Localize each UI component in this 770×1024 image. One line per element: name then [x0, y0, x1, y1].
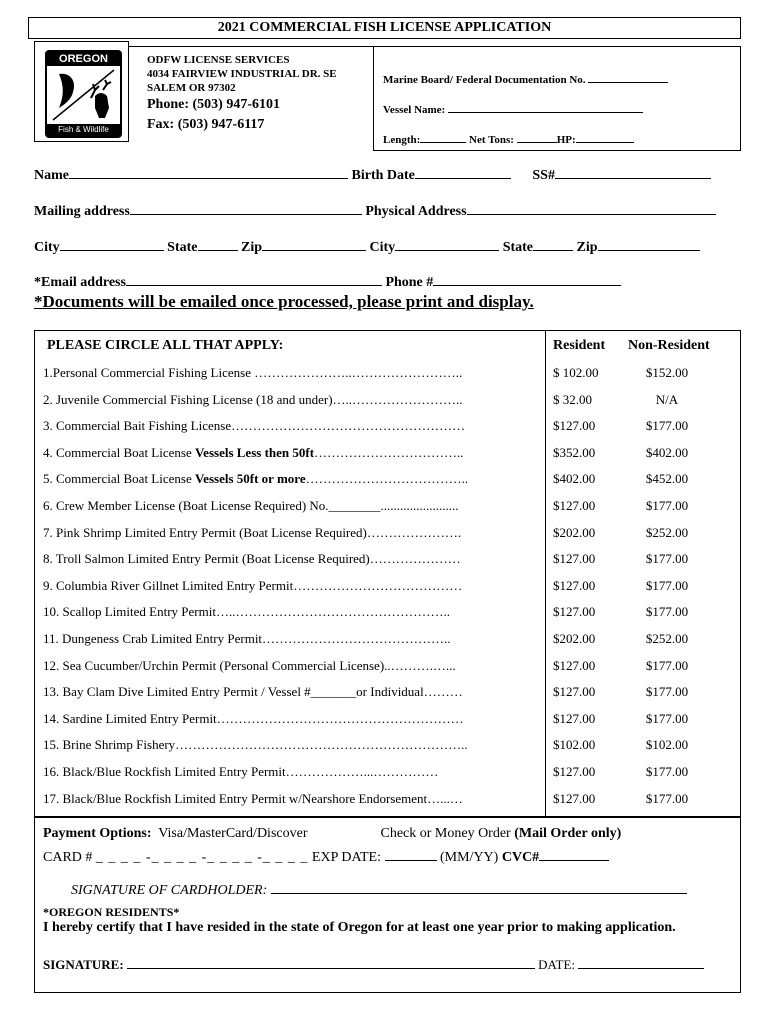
- resident-fee: $202.00: [553, 524, 596, 540]
- license-row[interactable]: [35, 711, 742, 731]
- resident-fee: $127.00: [553, 418, 596, 434]
- license-row[interactable]: [35, 392, 742, 412]
- email-notice: *Documents will be emailed once processed, please print and display.: [34, 292, 534, 311]
- license-description: 10. Scallop Limited Entry Permit…..…………………………………………..: [43, 604, 450, 620]
- nonresident-fee: $177.00: [645, 684, 689, 700]
- city-row: [34, 238, 700, 256]
- license-row[interactable]: [35, 578, 742, 598]
- license-description: 16. Black/Blue Rockfish Limited Entry Permit………………...……………: [43, 764, 439, 779]
- license-description: 7. Pink Shrimp Limited Entry Permit (Boat License Required)………………….: [43, 524, 462, 540]
- license-row[interactable]: [35, 365, 742, 385]
- license-description: 4. Commercial Boat License Vessels Less then 50ft……………………………..: [43, 444, 464, 460]
- license-description: 11. Dungeness Crab Limited Entry Permit……………………………………..: [43, 631, 451, 646]
- vessel-box: [373, 46, 741, 151]
- license-row[interactable]: [35, 791, 742, 811]
- resident-fee: $402.00: [553, 471, 596, 487]
- cardholder-signature-row: SIGNATURE OF CARDHOLDER:: [71, 881, 687, 899]
- resident-fee: $127.00: [553, 710, 596, 726]
- license-row[interactable]: [35, 658, 742, 678]
- signature-field[interactable]: [127, 956, 535, 969]
- name-field[interactable]: Name: [34, 168, 348, 183]
- card-number-field[interactable]: _ _ _ _ -_ _ _ _ -_ _ _ _ -_ _ _ _: [95, 850, 309, 865]
- exp-date-field[interactable]: [385, 848, 437, 861]
- email-field[interactable]: *Email address: [34, 275, 382, 290]
- ss-field[interactable]: SS#: [532, 168, 711, 183]
- license-description: 12. Sea Cucumber/Urchin Permit (Personal Commercial License)..……….…...: [43, 657, 456, 673]
- office-city: SALEM OR 97302: [147, 82, 236, 94]
- nonresident-fee: $402.00: [645, 444, 689, 460]
- resident-fee: $ 102.00: [553, 365, 599, 380]
- office-name: ODFW LICENSE SERVICES: [147, 54, 290, 66]
- office-fax: Fax: (503) 947-6117: [147, 117, 265, 132]
- check-option: Check or Money Order: [380, 826, 511, 841]
- physical-address-field[interactable]: Physical Address: [365, 204, 715, 219]
- payment-options-row: Payment Options: Visa/MasterCard/Discover Check or Money Order (Mail Order only): [43, 826, 622, 841]
- nonresident-header: Non-Resident: [628, 338, 710, 353]
- nonresident-fee: $152.00: [645, 365, 689, 380]
- nonresident-fee: $177.00: [645, 657, 689, 673]
- license-row[interactable]: [35, 604, 742, 624]
- office-street: 4034 FAIRVIEW INDUSTRIAL DR. SE: [147, 68, 337, 80]
- resident-fee: $127.00: [553, 657, 596, 673]
- table-heading: PLEASE CIRCLE ALL THAT APPLY:: [47, 338, 284, 353]
- license-description: 8. Troll Salmon Limited Entry Permit (Boat License Required)…………………: [43, 551, 461, 567]
- license-description: 14. Sardine Limited Entry Permit…………………………………………………: [43, 710, 464, 726]
- mailing-state-field[interactable]: State: [167, 240, 237, 255]
- contact-row: [34, 273, 621, 291]
- resident-fee: $127.00: [553, 551, 596, 567]
- physical-city-field[interactable]: City: [370, 240, 500, 255]
- birth-date-field[interactable]: Birth Date: [352, 168, 511, 183]
- office-address-box: [128, 46, 373, 140]
- nonresident-fee: $177.00: [645, 790, 689, 806]
- nonresident-fee: $177.00: [645, 604, 689, 620]
- license-description: 17. Black/Blue Rockfish Limited Entry Permit w/Nearshore Endorsement…...…: [43, 790, 463, 806]
- nonresident-fee: $252.00: [645, 631, 689, 646]
- physical-state-field[interactable]: State: [503, 240, 573, 255]
- resident-fee: $127.00: [553, 577, 596, 593]
- nonresident-fee: $177.00: [645, 710, 689, 726]
- nonresident-fee: $177.00: [645, 418, 689, 434]
- license-row[interactable]: [35, 525, 742, 545]
- license-row[interactable]: [35, 445, 742, 465]
- license-description: 3. Commercial Bait Fishing License………………………………………………: [43, 418, 466, 434]
- oregon-residents-label: *OREGON RESIDENTS*: [43, 905, 180, 919]
- vessel-doc-field[interactable]: Marine Board/ Federal Documentation No.: [383, 70, 668, 86]
- physical-zip-field[interactable]: Zip: [577, 240, 700, 255]
- card-types: Visa/MasterCard/Discover: [158, 826, 308, 841]
- odfw-logo: [45, 50, 122, 138]
- resident-fee: $ 32.00: [553, 391, 592, 407]
- nonresident-fee: $452.00: [645, 471, 689, 487]
- logo-fw-text: Fish & Wildlife: [47, 124, 120, 136]
- logo-oregon-text: OREGON: [47, 52, 120, 66]
- residency-certification: I hereby certify that I have resided in the state of Oregon for at least one year prior to making application.: [43, 920, 676, 935]
- resident-fee: $127.00: [553, 684, 596, 700]
- date-field[interactable]: [578, 956, 704, 969]
- nonresident-fee: $177.00: [645, 577, 689, 593]
- cvc-field[interactable]: [539, 848, 609, 861]
- phone-field[interactable]: Phone #: [385, 275, 621, 290]
- resident-header: Resident: [553, 338, 606, 353]
- license-row[interactable]: [35, 764, 742, 784]
- resident-fee: $127.00: [553, 790, 596, 806]
- address-row: [34, 202, 716, 220]
- license-row[interactable]: [35, 684, 742, 704]
- logo-box: [34, 41, 129, 142]
- mailing-address-field[interactable]: Mailing address: [34, 204, 362, 219]
- license-description: 15. Brine Shrimp Fishery…………………………………………………………..: [43, 737, 468, 753]
- license-description: 9. Columbia River Gillnet Limited Entry Permit…………………………………: [43, 577, 463, 593]
- resident-fee: $127.00: [553, 498, 596, 513]
- mail-order-note: (Mail Order only): [514, 826, 622, 841]
- card-row: CARD # _ _ _ _ -_ _ _ _ -_ _ _ _ -_ _ _ _ EXP DATE: (MM/YY) CVC#: [43, 848, 609, 866]
- license-description: 2. Juvenile Commercial Fishing License (18 and under)…..……………………..: [43, 391, 463, 407]
- name-row: [34, 166, 711, 184]
- resident-fee: $102.00: [553, 737, 596, 753]
- resident-fee: $352.00: [553, 444, 596, 460]
- license-row[interactable]: [35, 551, 742, 571]
- cardholder-signature-field[interactable]: [271, 881, 687, 894]
- mailing-zip-field[interactable]: Zip: [241, 240, 366, 255]
- license-row[interactable]: [35, 418, 742, 438]
- vessel-specs-field[interactable]: Length: Net Tons: HP:: [383, 130, 634, 146]
- license-description: 1.Personal Commercial Fishing License …………………..……………………..: [43, 365, 463, 380]
- nonresident-fee: N/A: [655, 391, 679, 407]
- office-phone: Phone: (503) 947-6101: [147, 97, 280, 112]
- license-row[interactable]: [35, 498, 742, 518]
- nonresident-fee: $177.00: [645, 551, 689, 567]
- license-row[interactable]: [35, 631, 742, 651]
- form-title: 2021 COMMERCIAL FISH LICENSE APPLICATION: [28, 17, 741, 39]
- vessel-name-field[interactable]: Vessel Name:: [383, 100, 643, 116]
- resident-fee: $127.00: [553, 764, 596, 779]
- license-row[interactable]: [35, 471, 742, 491]
- nonresident-fee: $177.00: [645, 764, 689, 779]
- license-description: 5. Commercial Boat License Vessels 50ft or more………………………………..: [43, 471, 469, 487]
- resident-fee: $202.00: [553, 631, 596, 646]
- nonresident-fee: $252.00: [645, 524, 689, 540]
- license-description: 13. Bay Clam Dive Limited Entry Permit / Vessel #_______or Individual………: [43, 684, 463, 700]
- payment-box: [34, 817, 741, 993]
- nonresident-fee: $177.00: [645, 498, 689, 513]
- nonresident-fee: $102.00: [645, 737, 689, 753]
- fish-deer-icon: [51, 68, 116, 122]
- signature-row: SIGNATURE: DATE:: [43, 956, 704, 973]
- license-description: 6. Crew Member License (Boat License Required) No.________........................: [43, 498, 459, 513]
- license-table: [34, 330, 741, 817]
- mailing-city-field[interactable]: City: [34, 240, 164, 255]
- resident-fee: $127.00: [553, 604, 596, 620]
- license-row[interactable]: [35, 737, 742, 757]
